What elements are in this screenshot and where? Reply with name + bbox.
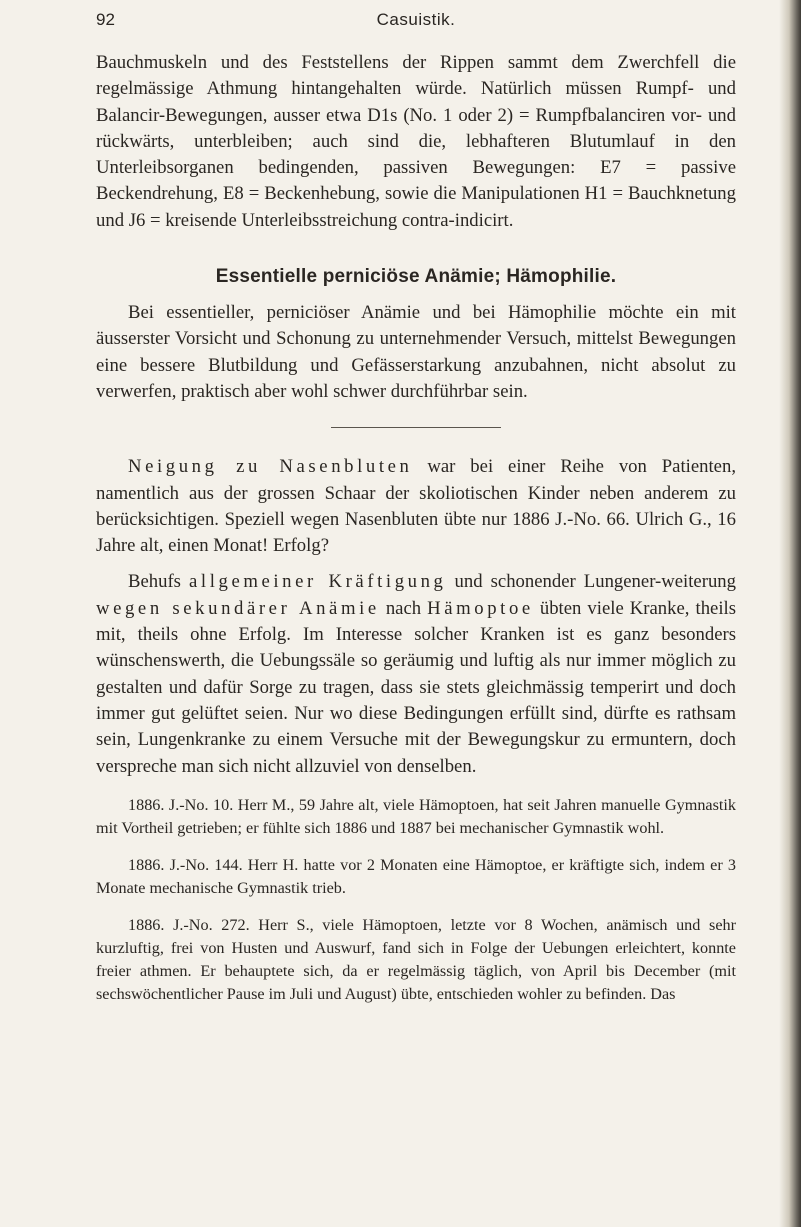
- case-gap: [96, 840, 736, 854]
- emphasis-haemoptoe: Hämoptoe: [427, 597, 534, 619]
- page-header: [96, 8, 736, 34]
- page-edge-shadow: [779, 0, 801, 1227]
- text-run: übten viele Kranke, theils mit, theils ohne Erfolg. Im Interesse solcher Kranken ist es ganz besonders wünschenswerth, die Uebungssäle so geräumig und luftig als nur immer möglich zu gestalten und dafür Sorge zu tragen, dass sie stets gleichmässig temperirt und doch immer gut gelüftet seien. Nur wo diese Bedingungen erfüllt sind, dürfte es rathsam sein, Lungenkranke zu einem Versuche mit der Bewegungskur zu ermuntern, doch verspreche man sich nicht allzuviel von denselben.: [96, 597, 736, 777]
- body-text: [96, 50, 736, 1006]
- paragraph-nosebleed-text: war bei einer Reihe von Patienten, namentlich aus der grossen Schaar der skoliotischen Kinder neben anderem zu berücksichtigen. Speziell wegen Nasenbluten übte nur 1886 J.-No. 66. Ulrich G., 16 Jahre alt, einen Monat! Erfolg?: [96, 456, 736, 557]
- text-run: und schonender Lungener-weiterung: [446, 571, 736, 593]
- case-entry: 1886. J.-No. 144. Herr H. hatte vor 2 Monaten eine Hämoptoe, er kräftigte sich, indem er 3 Monate mechanische Gymnastik trieb.: [96, 855, 736, 897]
- emphasis-nosebleed: Neigung zu Nasenbluten: [128, 456, 413, 478]
- page-number: 92: [96, 10, 115, 29]
- case-entry: 1886. J.-No. 10. Herr M., 59 Jahre alt, viele Hämoptoen, hat seit Jahren manuelle Gymnastik mit Vortheil getrieben; er fühlte sich 1886 und 1887 bei mechanischer Gymnastik wohl.: [96, 795, 736, 837]
- emphasis-secondary-anaemia: wegen sekundärer Anämie: [96, 597, 380, 619]
- paragraph-gap: [96, 559, 736, 569]
- case-gap: [96, 780, 736, 794]
- section-divider: [331, 427, 501, 428]
- running-title: Casuistik.: [376, 10, 456, 29]
- paragraph-continuation: Bauchmuskeln und des Feststellens der Rippen sammt dem Zwerchfell die regelmässige Athmung hintangehalten würde. Natürlich müssen Rumpf- und Balancir-Bewegungen, ausser etwa D1s (No. 1 oder 2) = Rumpfbalanciren vor- und rückwärts, unterbleiben; auch sind die, lebhafteren Blutumlauf in den Unterleibsorganen bedingenden, passiven Bewegungen: E7 = passive Beckendrehung, E8 = Beckenhebung, sowie die Manipulationen H1 = Bauchknetung und J6 = kreisende Unterleibsstreichung contra-indicirt.: [96, 52, 736, 231]
- text-run: nach: [379, 597, 428, 619]
- paragraph-strengthening: [96, 569, 736, 779]
- case-entry: 1886. J.-No. 272. Herr S., viele Hämoptoen, letzte vor 8 Wochen, anämisch und sehr kurzluftig, frei von Husten und Auswurf, fand sich in Folge der Uebungen erleichtert, konnte freier athmen. Er behauptete sich, da er regelmässig täglich, von April bis December (mit sechswöchentlicher Pause im Juli und August) übte, entschieden wohler zu befinden. Das: [96, 915, 736, 1003]
- emphasis-strengthening: allgemeiner Kräftigung: [189, 571, 447, 593]
- section-heading: Essentielle perniciöse Anämie; Hämophilie.: [215, 266, 617, 288]
- text-run: Behufs: [128, 571, 190, 593]
- case-gap: [96, 900, 736, 914]
- paragraph-anaemia: Bei essentieller, perniciöser Anämie und bei Hämophilie möchte ein mit äusserster Vorsicht und Schonung zu unternehmender Versuch, mittelst Bewegungen eine bessere Blutbildung und Gefässerstarkung anzubahnen, nicht absolut zu verwerfen, praktisch aber wohl schwer durchführbar sein.: [96, 302, 736, 402]
- paragraph-nosebleed: [96, 454, 736, 559]
